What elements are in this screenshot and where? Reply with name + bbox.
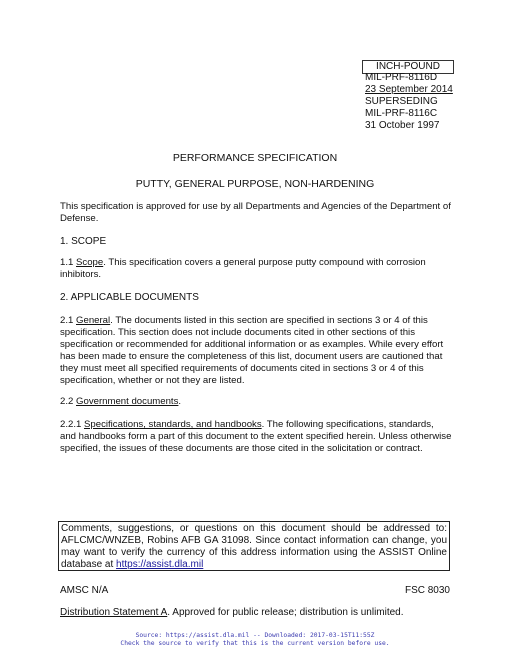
general-text: . The documents listed in this section are specified in sections 3 or 4 of this specification. This section does not include documents cited in other sections of this specification or recommended for additional information or as examples. While every effort has been made to ensure the completeness of this list, document users are cautioned that they must meet all specified requirements of documents cited in sections 3 or 4 of this specification, whether or not they are listed.	[60, 315, 444, 386]
general-number: 2.1	[60, 315, 77, 326]
specifications-text: . The following specifications, standards, and handbooks form a part of this document to the extent specified herein. Unless otherwise specified, the issues of these documents are those cited in the solicitation or contract.	[60, 419, 452, 454]
spec-subtitle: PUTTY, GENERAL PURPOSE, NON-HARDENING	[135, 178, 375, 190]
doc-date: 23 September 2014	[365, 84, 453, 95]
source-footer-line: Source: https://assist.dla.mil -- Downloaded: 2017-03-15T11:55Z	[135, 632, 375, 639]
amsc-label: AMSC N/A	[60, 585, 109, 596]
superseding-label: SUPERSEDING	[365, 96, 438, 107]
specifications-term: Specifications, standards, and handbooks	[84, 419, 262, 430]
page-title: PERFORMANCE SPECIFICATION	[172, 152, 338, 164]
specifications-number: 2.2.1	[60, 419, 85, 430]
scope-number: 1.1	[60, 257, 77, 268]
section-heading-scope: 1. SCOPE	[60, 236, 107, 247]
government-documents-text: .	[178, 396, 182, 407]
assist-link[interactable]: https://assist.dla.mil	[116, 559, 204, 570]
distribution-term: Distribution Statement A	[60, 607, 168, 618]
general-paragraph	[60, 315, 452, 387]
government-documents-term: Government documents	[76, 396, 179, 407]
distribution-text: . Approved for public release; distribution is unlimited.	[167, 607, 404, 618]
scope-paragraph	[60, 257, 452, 281]
doc-number: MIL-PRF-8116D	[365, 72, 438, 83]
government-documents-number: 2.2	[60, 396, 77, 407]
distribution-statement	[60, 607, 460, 618]
government-documents-paragraph	[60, 396, 452, 408]
superseded-doc-number: MIL-PRF-8116C	[365, 108, 438, 119]
comments-box	[58, 521, 450, 571]
inch-pound-box: INCH-POUND	[362, 60, 454, 74]
general-term: General	[76, 315, 111, 326]
verify-footer-line: Check the source to verify that this is the current version before use.	[120, 640, 390, 647]
approval-paragraph: This specification is approved for use by all Departments and Agencies of the Department of Defense.	[60, 201, 451, 224]
specifications-paragraph	[60, 419, 452, 455]
fsc-label: FSC 8030	[404, 585, 450, 596]
comments-text: Comments, suggestions, or questions on this document should be addressed to: AFLCMC/WNZEB, Robins AFB GA 31098. Since contact information can change, you may want to verify the currency of this address information using the ASSIST Online database at	[61, 523, 447, 570]
scope-text: . This specification covers a general purpose putty compound with corrosion inhibitors.	[60, 257, 426, 280]
superseded-doc-date: 31 October 1997	[365, 120, 440, 131]
section-heading-applicable-documents: 2. APPLICABLE DOCUMENTS	[60, 292, 199, 303]
scope-term: Scope	[76, 257, 104, 268]
